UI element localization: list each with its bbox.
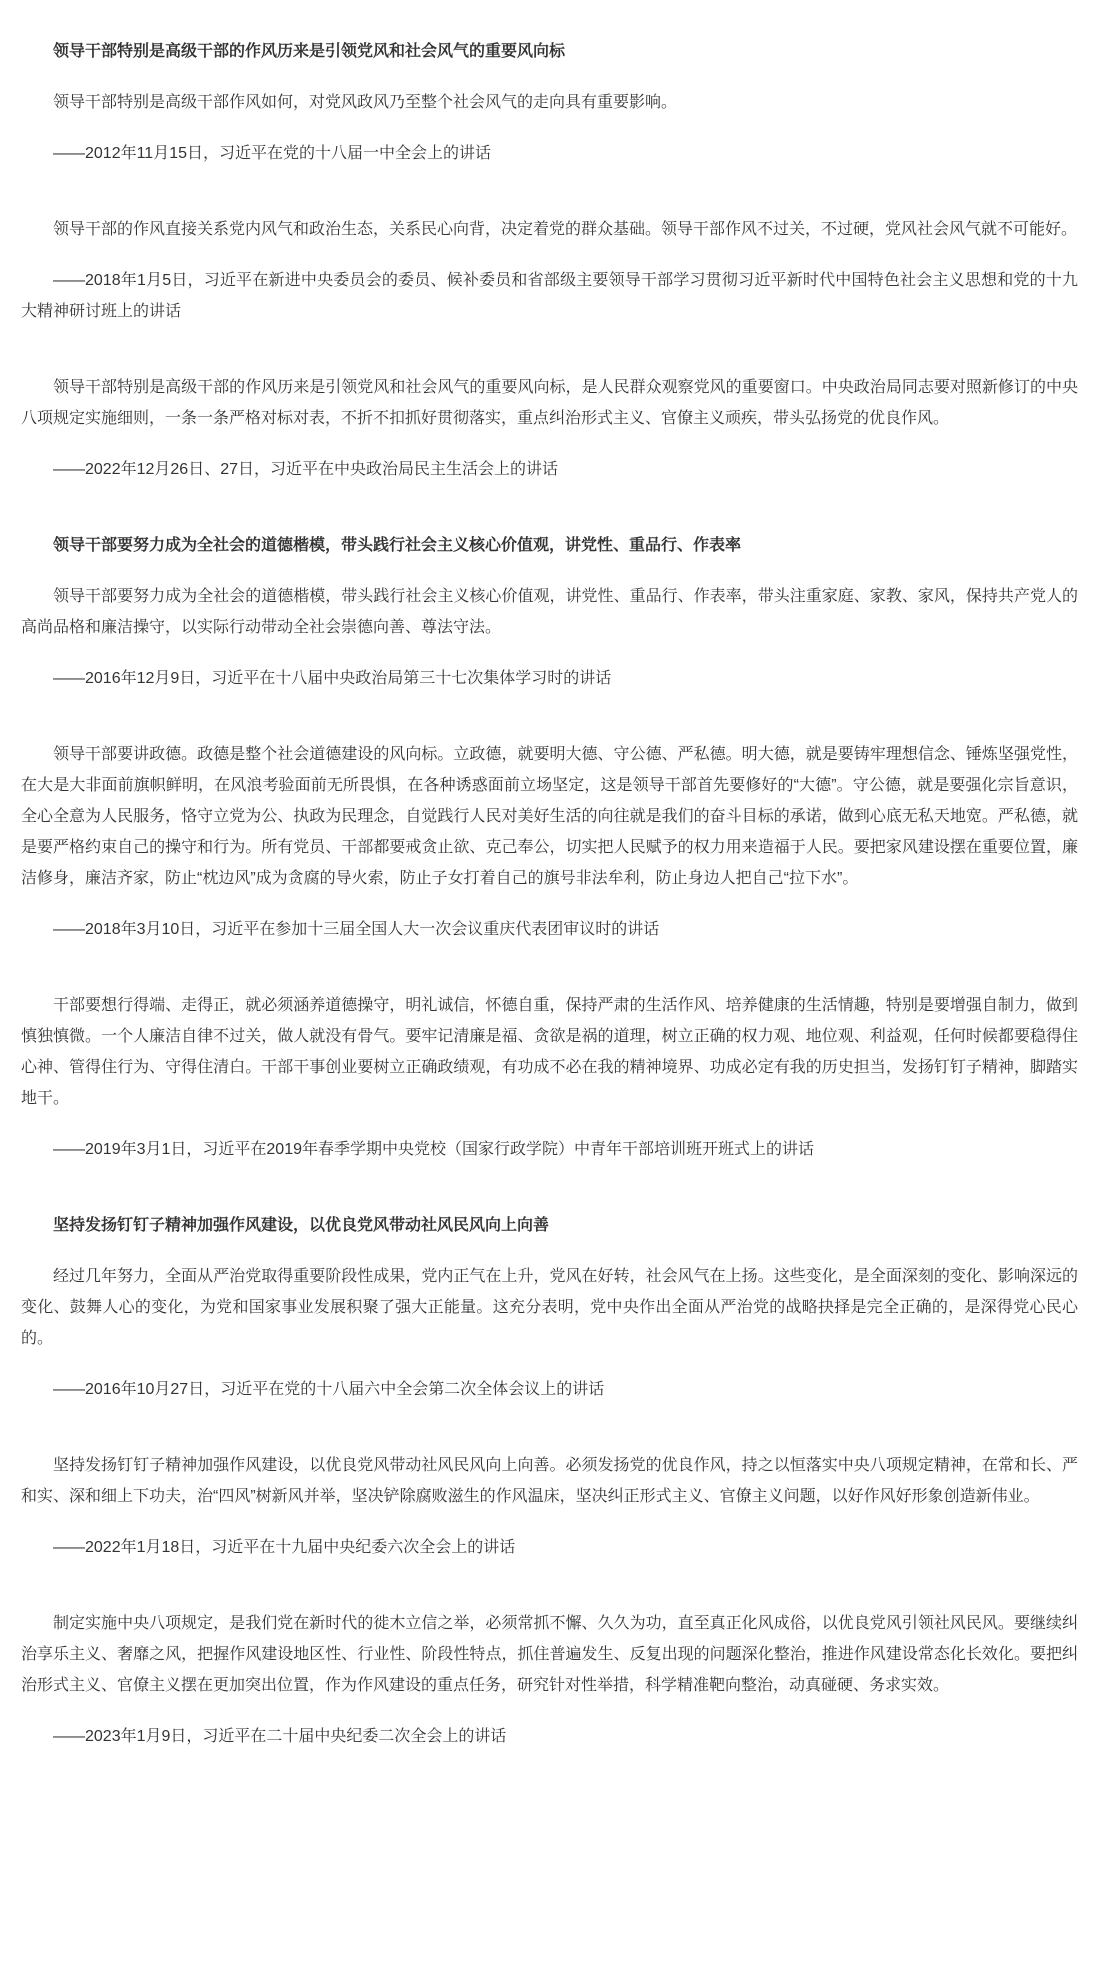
quote-paragraph: 领导干部特别是高级干部作风如何，对党风政风乃至整个社会风气的走向具有重要影响。 xyxy=(53,94,678,111)
quote-attribution: ——2018年3月10日，习近平在参加十三届全国人大一次会议重庆代表团审议时的讲话 xyxy=(53,921,660,938)
section-heading: 领导干部要努力成为全社会的道德楷模，带头践行社会主义核心价值观，讲党性、重品行、作表率 xyxy=(53,537,742,554)
quote-paragraph: 干部要想行得端、走得正，就必须涵养道德操守，明礼诚信，怀德自重，保持严肃的生活作风、培养健康的生活情趣，特别是要增强自制力，做到慎独慎微。一个人廉洁自律不过关，做人就没有骨气。要牢记清廉是福、贪欲是祸的道理，树立正确的权力观、地位观、利益观，任何时候都要稳得住心神、管得住行为、守得住清白。干部干事创业要树立正确政绩观，有功成不必在我的精神境界、功成必定有我的历史担当，发扬钉钉子精神，脚踏实地干。 xyxy=(21,997,1078,1107)
quote-attribution: ——2019年3月1日，习近平在2019年春季学期中央党校（国家行政学院）中青年干部培训班开班式上的讲话 xyxy=(53,1141,814,1158)
quote-group-5 xyxy=(21,739,1078,945)
section-heading: 坚持发扬钉钉子精神加强作风建设，以优良党风带动社风民风向上向善 xyxy=(53,1217,550,1234)
quote-group-4 xyxy=(21,530,1078,694)
quote-group-9 xyxy=(21,1608,1078,1752)
quote-group-7 xyxy=(21,1210,1078,1405)
quote-paragraph: 经过几年努力，全面从严治党取得重要阶段性成果，党内正气在上升，党风在好转，社会风气在上扬。这些变化，是全面深刻的变化、影响深远的变化、鼓舞人心的变化，为党和国家事业发展积聚了强大正能量。这充分表明，党中央作出全面从严治党的战略抉择是完全正确的，是深得党心民心的。 xyxy=(21,1268,1078,1347)
section-heading: 领导干部特别是高级干部的作风历来是引领党风和社会风气的重要风向标 xyxy=(53,43,566,60)
quote-attribution: ——2012年11月15日，习近平在党的十八届一中全会上的讲话 xyxy=(53,145,492,162)
quote-group-6 xyxy=(21,990,1078,1165)
quote-paragraph: 领导干部要讲政德。政德是整个社会道德建设的风向标。立政德，就要明大德、守公德、严私德。明大德，就是要铸牢理想信念、锤炼坚强党性，在大是大非面前旗帜鲜明，在风浪考验面前无所畏惧，在各种诱惑面前立场坚定，这是领导干部首先要修好的“大德”。守公德，就是要强化宗旨意识，全心全意为人民服务，恪守立党为公、执政为民理念，自觉践行人民对美好生活的向往就是我们的奋斗目标的承诺，做到心底无私天地宽。严私德，就是要严格约束自己的操守和行为。所有党员、干部都要戒贪止欲、克己奉公，切实把人民赋予的权力用来造福于人民。要把家风建设摆在重要位置，廉洁修身，廉洁齐家，防止“枕边风”成为贪腐的导火索，防止子女打着自己的旗号非法牟利，防止身边人把自己“拉下水”。 xyxy=(21,746,1078,887)
quote-group-2 xyxy=(21,214,1078,327)
quote-group-3 xyxy=(21,372,1078,485)
quote-paragraph: 领导干部的作风直接关系党内风气和政治生态，关系民心向背，决定着党的群众基础。领导干部作风不过关，不过硬，党风社会风气就不可能好。 xyxy=(53,221,1078,238)
quote-group-1 xyxy=(21,36,1078,169)
quote-attribution: ——2016年12月9日，习近平在十八届中央政治局第三十七次集体学习时的讲话 xyxy=(53,670,612,687)
quote-paragraph: 领导干部特别是高级干部的作风历来是引领党风和社会风气的重要风向标，是人民群众观察党风的重要窗口。中央政治局同志要对照新修订的中央八项规定实施细则，一条一条严格对标对表，不折不扣抓好贯彻落实，重点纠治形式主义、官僚主义顽疾，带头弘扬党的优良作风。 xyxy=(21,379,1078,427)
quote-attribution: ——2023年1月9日，习近平在二十届中央纪委二次全会上的讲话 xyxy=(53,1728,507,1745)
quote-attribution: ——2018年1月5日，习近平在新进中央委员会的委员、候补委员和省部级主要领导干部学习贯彻习近平新时代中国特色社会主义思想和党的十九大精神研讨班上的讲话 xyxy=(21,272,1078,320)
quote-paragraph: 坚持发扬钉钉子精神加强作风建设，以优良党风带动社风民风向上向善。必须发扬党的优良作风，持之以恒落实中央八项规定精神，在常和长、严和实、深和细上下功夫，治“四风”树新风并举，坚决铲除腐败滋生的作风温床，坚决纠正形式主义、官僚主义问题，以好作风好形象创造新伟业。 xyxy=(21,1457,1078,1505)
quote-group-8 xyxy=(21,1450,1078,1563)
quote-attribution: ——2016年10月27日，习近平在党的十八届六中全会第二次全体会议上的讲话 xyxy=(53,1381,605,1398)
quote-attribution: ——2022年12月26日、27日，习近平在中央政治局民主生活会上的讲话 xyxy=(53,461,558,478)
quote-attribution: ——2022年1月18日，习近平在十九届中央纪委六次全会上的讲话 xyxy=(53,1539,516,1556)
quote-paragraph: 领导干部要努力成为全社会的道德楷模，带头践行社会主义核心价值观，讲党性、重品行、作表率，带头注重家庭、家教、家风，保持共产党人的高尚品格和廉洁操守，以实际行动带动全社会崇德向善、尊法守法。 xyxy=(21,588,1078,636)
quote-paragraph: 制定实施中央八项规定，是我们党在新时代的徙木立信之举，必须常抓不懈、久久为功，直至真正化风成俗，以优良党风引领社风民风。要继续纠治享乐主义、奢靡之风，把握作风建设地区性、行业性、阶段性特点，抓住普遍发生、反复出现的问题深化整治，推进作风建设常态化长效化。要把纠治形式主义、官僚主义摆在更加突出位置，作为作风建设的重点任务，研究针对性举措，科学精准靶向整治，动真碰硬、务求实效。 xyxy=(21,1615,1078,1694)
